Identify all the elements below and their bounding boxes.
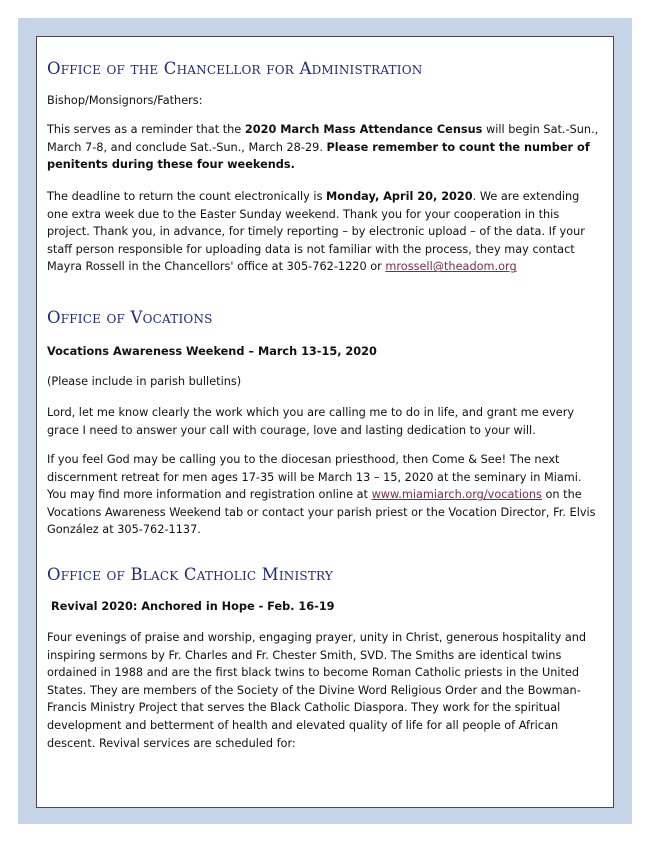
chancellor-email-link[interactable]: mrossell@theadom.org [385, 260, 517, 274]
chancellor-section-title: Office of the Chancellor for Administration [47, 59, 423, 78]
chancellor-deadline-paragraph: The deadline to return the count electronically is Monday, April 20, 2020. We are extending one extra week due to the Easter Sunday weekend. Thank you for your cooperation in this project. Thank you, in advance, for timely reporting – by electronic upload – of the data. If your staff person responsible for uploading data is not familiar with the process, they may contact Mayra Rossell in the Chancellors' office at 305-762-1220 or mrossell@theadom.org [47, 190, 585, 274]
newsletter-page [36, 36, 614, 808]
black-catholic-subhead: Revival 2020: Anchored in Hope - Feb. 16-19 [51, 600, 335, 613]
black-catholic-revival-paragraph: Four evenings of praise and worship, engaging prayer, unity in Christ, generous hospitality and inspiring sermons by Fr. Charles and Fr. Chester Smith, SVD. The Smiths are identical twins ordained in 1988 and are the first black twins to become Roman Catholic priests in the United States. They are members of the Society of the Divine Word Religious Order and the Bowman-Francis Ministry Project that serves the Black Catholic Diaspora. They work for the spiritual development and betterment of health and elevated quality of life for all people of African descent. Revival services are scheduled for: [47, 631, 587, 750]
vocations-bulletin-note: (Please include in parish bulletins) [47, 375, 242, 388]
vocations-prayer: Lord, let me know clearly the work which you are calling me to do in life, and grant me every grace I need to answer your call with courage, love and lasting dedication to your will. [47, 406, 575, 437]
vocations-website-link[interactable]: www.miamiarch.org/vocations [371, 488, 542, 502]
vocations-retreat-paragraph: If you feel God may be calling you to the diocesan priesthood, then Come & See! The next discernment retreat for men ages 17-35 will be March 13 – 15, 2020 at the seminary in Miami. You may find more information and registration online at www.miamiarch.org/vocations on the Vocations Awareness Weekend tab or contact your parish priest or the Vocation Director, Fr. Elvis González at 305-762-1137. [47, 453, 596, 537]
vocations-section-title: Office of Vocations [47, 308, 213, 327]
black-catholic-section-title: Office of Black Catholic Ministry [47, 565, 334, 584]
chancellor-salutation: Bishop/Monsignors/Fathers: [47, 94, 203, 107]
vocations-subhead: Vocations Awareness Weekend – March 13-15, 2020 [47, 345, 377, 358]
chancellor-census-paragraph: This serves as a reminder that the 2020 March Mass Attendance Census will begin Sat.-Sun., March 7-8, and conclude Sat.-Sun., March 28-29. Please remember to count the number of penitents during these four weekends. [47, 123, 599, 172]
